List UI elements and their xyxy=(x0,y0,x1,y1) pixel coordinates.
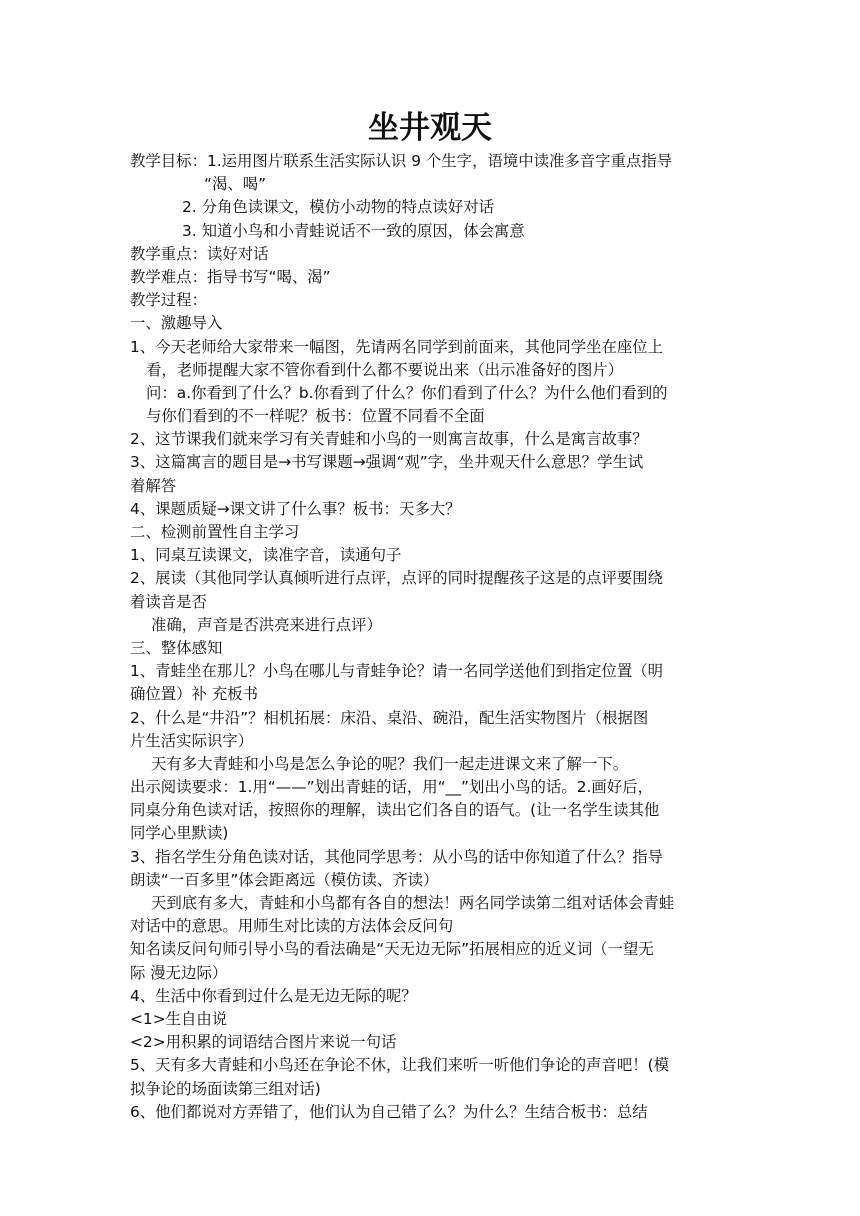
text-line: 教学过程： xyxy=(130,291,207,310)
text-line: 天有多大青蛙和小鸟是怎么争论的呢？我们一起走进课文来了解一下。 xyxy=(151,754,629,773)
text-line: “渴、喝” xyxy=(204,175,267,194)
text-line: 1、青蛙坐在那儿？小鸟在哪儿与青蛙争论？请一名同学送他们到指定位置（明 xyxy=(130,662,664,681)
text-line: 3、指名学生分角色读对话，其他同学思考：从小鸟的话中你知道了什么？指导 xyxy=(130,847,664,866)
text-line: 教学难点：指导书写“喝、渴” xyxy=(130,267,331,286)
section-heading: 二、检测前置性自主学习 xyxy=(130,523,300,541)
text-line: 朗读“一百多里”体会距离远（模仿读、齐读） xyxy=(130,870,439,889)
text-line: 2、什么是“井沿”？相机拓展：床沿、桌沿、碗沿，配生活实物图片（根据图 xyxy=(130,708,649,727)
text-line: 知名读反问句师引导小鸟的看法确是“天无边无际”拓展相应的近义词（一望无 xyxy=(130,940,654,959)
text-line: 3、这篇寓言的题目是→书写课题→强调“观”字，坐井观天什么意思？学生试 xyxy=(130,453,644,472)
text-line: 4、课题质疑→课文讲了什么事？板书：天多大？ xyxy=(130,499,461,518)
text-line: 与你们看到的不一样呢？板书：位置不同看不全面 xyxy=(146,407,485,426)
text-line: 际 漫无边际） xyxy=(130,963,228,982)
text-line: 拟争论的场面读第三组对话) xyxy=(130,1079,321,1098)
section-heading: 一、激趣导入 xyxy=(130,314,223,333)
section-heading: 三、整体感知 xyxy=(130,638,223,657)
text-line: 5、天有多大青蛙和小鸟还在争论不休，让我们来听一听他们争论的声音吧！(模 xyxy=(130,1056,670,1075)
text-line: 2、展读（其他同学认真倾听进行点评，点评的同时提醒孩子这是的点评要围绕 xyxy=(130,569,664,588)
text-line: 4、生活中你看到过什么是无边无际的呢？ xyxy=(130,986,417,1005)
text-line: 同桌分角色读对话，按照你的理解，读出它们各自的语气。(让一名学生读其他 xyxy=(130,801,660,820)
text-line: <2>用积累的词语结合图片来说一句话 xyxy=(130,1033,397,1052)
document-title: 坐井观天 xyxy=(368,110,492,146)
text-line: 同学心里默读) xyxy=(130,824,229,843)
text-line: 确位置）补 充板书 xyxy=(130,685,259,704)
text-line: 片生活实际识字） xyxy=(130,731,254,750)
text-line: 出示阅读要求：1.用“——”划出青蛙的话，用“__”划出小鸟的话。2.画好后， xyxy=(130,778,653,797)
text-line: 着读音是否 xyxy=(130,592,207,611)
text-line: 看，老师提醒大家不管你看到什么都不要说出来（出示准备好的图片） xyxy=(146,360,624,379)
text-line: 6、他们都说对方弄错了，他们认为自己错了么？为什么？生结合板书：总结 xyxy=(130,1102,648,1121)
text-line: 问：a.你看到了什么？b.你看到了什么？你们看到了什么？为什么他们看到的 xyxy=(146,383,668,402)
text-line: 1、今天老师给大家带来一幅图，先请两名同学到前面来，其他同学坐在座位上 xyxy=(130,337,664,356)
text-line: 对话中的意思。用师生对比读的方法体会反问句 xyxy=(130,917,454,936)
text-line: 教学目标：1.运用图片联系生活实际认识 9 个生字，语境中读准多音字重点指导 xyxy=(130,152,673,170)
text-line: <1>生自由说 xyxy=(130,1009,228,1028)
text-line: 着解答 xyxy=(130,476,177,495)
text-line: 3. 知道小鸟和小青蛙说话不一致的原因，体会寓意 xyxy=(182,221,525,240)
text-line: 2、这节课我们就来学习有关青蛙和小鸟的一则寓言故事，什么是寓言故事？ xyxy=(130,430,648,449)
document-body xyxy=(130,150,732,1124)
text-line: 教学重点：读好对话 xyxy=(130,244,269,263)
text-line: 2. 分角色读课文，模仿小动物的特点读好对话 xyxy=(182,198,494,217)
text-line: 1、同桌互读课文，读准字音，读通句子 xyxy=(130,546,402,565)
text-line: 准确，声音是否洪亮来进行点评） xyxy=(151,615,382,634)
text-line: 天到底有多大，青蛙和小鸟都有各自的想法！两名同学读第二组对话体会青蛙 xyxy=(151,894,675,912)
